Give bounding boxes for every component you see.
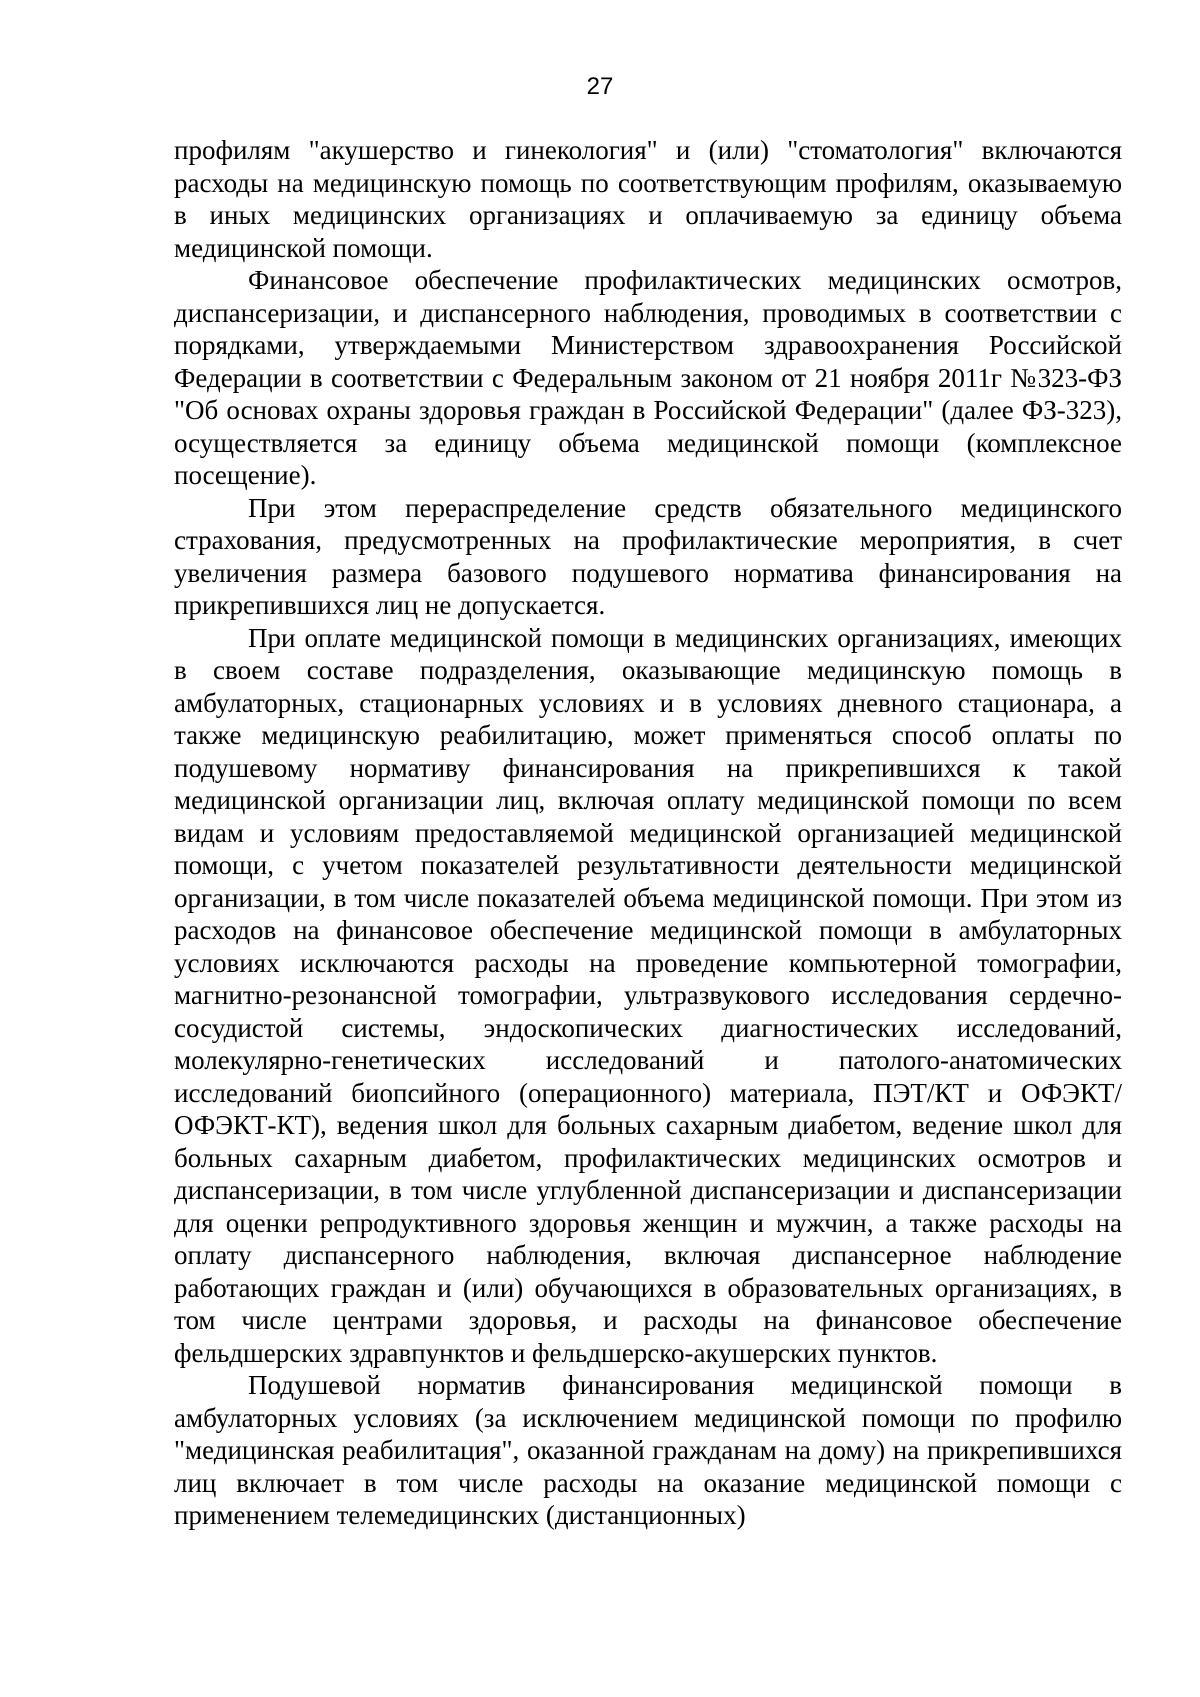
paragraph-redistribution: При этом перераспределение средств обязательного медицинского страхования, предусмотренных на профилактические мероприятия, в счет увеличения размера базового подушевого норматива финансирования на прикрепившихся лиц не допускается. [174, 492, 1122, 620]
paragraph-payment-method: При оплате медицинской помощи в медицинских организациях, имеющих в своем составе подразделения, оказывающие медицинскую помощь в амбулаторных, стационарных условиях и в условиях дневного стационара, а также медицинскую реабилитацию, может применяться способ оплаты по подушевому нормативу финансирования на прикрепившихся к такой медицинской организации лиц, включая оплату медицинской помощи по всем видам и условиям предоставляемой медицинской организацией медицинской помощи, с учетом показателей результативности деятельности медицинской организации, в том числе показателей объема медицинской помощи. При этом из расходов на финансовое обеспечение медицинской помощи в амбулаторных условиях исключаются расходы на проведение компьютерной томографии, магнитно-резонансной томографии, ультразвукового исследования сердечно-сосудистой системы, эндоскопических диагностических исследований, молекулярно-генетических исследований и патолого-анатомических исследований биопсийного (операционного) материала, ПЭТ/КТ и ОФЭКТ/ОФЭКТ-КТ), ведения школ для больных сахарным диабетом, ведение школ для больных сахарным диабетом, профилактических медицинских осмотров и диспансеризации, в том числе углубленной диспансеризации и диспансеризации для оценки репродуктивного здоровья женщин и мужчин, а также расходы на оплату диспансерного наблюдения, включая диспансерное наблюдение работающих граждан и (или) обучающихся в образовательных организациях, в том числе центрами здоровья, и расходы на финансовое обеспечение фельдшерских здравпунктов и фельдшерско-акушерских пунктов. [174, 622, 1122, 1368]
paragraph-per-capita-norm: Подушевой норматив финансирования медицинской помощи в амбулаторных условиях (за исключением медицинской помощи по профилю "медицинская реабилитация", оказанной гражданам на дому) на прикрепившихся лиц включает в том числе расходы на оказание медицинской помощи с применением телемедицинских (дистанционных) [174, 1370, 1122, 1530]
paragraph-continuation: профилям "акушерство и гинекология" и (или) "стоматология" включаются расходы на медицинскую помощь по соответствующим профилям, оказываемую в иных медицинских организациях и оплачиваемую за единицу объема медицинской помощи. [174, 135, 1122, 263]
page-number: 27 [586, 73, 614, 100]
paragraph-preventive-financing: Финансовое обеспечение профилактических медицинских осмотров, диспансеризации, и диспансерного наблюдения, проводимых в соответствии с порядками, утверждаемыми Министерством здравоохранения Российской Федерации в соответствии с Федеральным законом от 21 ноября 2011г №323-ФЗ "Об основах охраны здоровья граждан в Российской Федерации" (далее ФЗ-323), осуществляется за единицу объема медицинской помощи (комплексное посещение). [174, 265, 1122, 490]
document-body [174, 134, 1122, 1532]
